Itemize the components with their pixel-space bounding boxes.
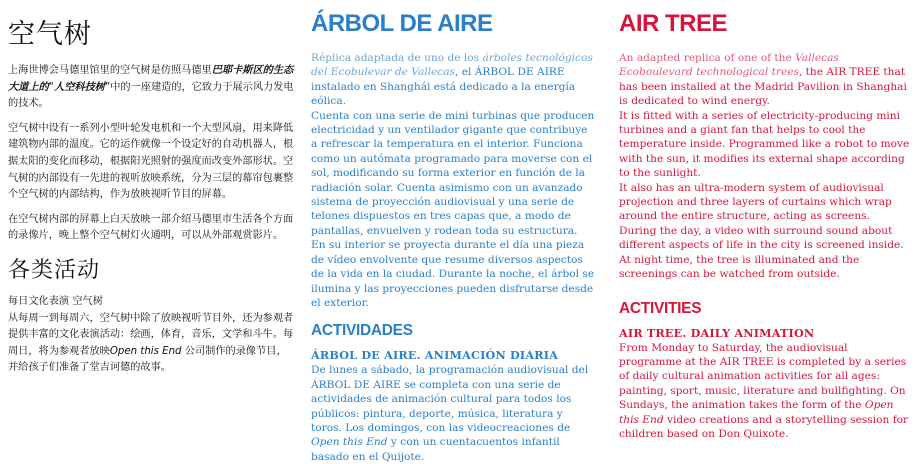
en-paragraph-4: During the day, a video with surround sound about different aspects of life in the city is screened inside. (619, 224, 904, 252)
en-paragraph-3: It also has an ultra-modern system of audiovisual projection and three layers of curtains which wrap around the entire structure, acting as screens. (619, 181, 892, 223)
es-intro (311, 51, 595, 109)
es-paragraph-3: En su interior se proyecta durante el día una pieza de vídeo envolvente que resume diversos aspectos de la vida en la ciudad. Durante la noche, el árbol se ilumina y las proyecciones pueden disfrutarse desde el exterior. (311, 239, 595, 309)
en-paragraph-5: At night time, the tree is illuminated and the screenings can be watched from outside. (619, 253, 860, 281)
zh-paragraph-2: 空气树中设有一系列小型叶轮发电机和一个大型风扇，用来降低建筑物内部的温度。它的运作就像一个设定好的自动机器人，根据太阳的变化而移动，根据阳光照射的强度而改变外部形状。空气树的内部设有一先进的视听放映系统，分为三层的幕帘包裹整个空气树的内部结构，作为放映视听节目的屏幕。 (8, 122, 294, 201)
zh-activity-part-1: 从每周一到每周六，空气树中除了放映视听节目外，还为参观者提供丰富的文化表演活动：绘画，体育，音乐，文学和斗牛。每周日，将为参观者放映 (8, 312, 294, 357)
zh-activities-title: 各类活动 (8, 257, 101, 283)
es-paragraph-2: Cuenta con una serie de mini turbinas que producen electricidad y un ventilador gigante que contribuye a refrescar la temperatura en el interior. Funciona como un autómata programado para moverse con el sol, modificando su forma exterior en función de la radiación solar. Cuenta asimismo con un avanzado sistema de proyección audiovisual y una serie de telones dispuestos en tres capas que, a modo de pantallas, envuelven y rodean toda su estructura. (311, 109, 595, 237)
es-intro-italic: árboles tecnológicos del Ecobulevar de Vallecas (311, 52, 593, 79)
es-activity-part-2: y con un cuentacuentos infantil basado en el Quijote. (311, 436, 560, 463)
en-activity-part-1: From Monday to Saturday, the audiovisual programme at the AIR TREE is completed by a series of daily cultural animation activities for all ages: painting, sport, music, literature and bullfighting. On Sundays, the animation takes the form of the (619, 341, 907, 412)
es-intro-part-1: Réplica adaptada de uno de los (311, 52, 483, 64)
zh-activity-text (8, 311, 294, 377)
en-activity-heading: AIR TREE. DAILY ANIMATION (619, 325, 815, 340)
es-title: ÁRBOL DE AIRE (311, 10, 493, 37)
en-intro-part-2: , the AIR TREE that has been installed at the Madrid Pavilion in Shanghai is dedicated to wind energy. (619, 66, 907, 108)
en-activity-text (619, 341, 913, 442)
zh-intro-part-3: ”中的一座建造的，它致力于展示风力发电的技术。 (8, 81, 294, 110)
chinese-column (0, 0, 300, 460)
en-intro (619, 51, 913, 109)
zh-title: 空气树 (8, 19, 92, 50)
en-intro-part-1: An adapted replica of one of the (619, 52, 796, 64)
es-activities-title: ACTIVIDADES (311, 322, 413, 340)
spanish-column (307, 0, 597, 463)
en-activities-title: ACTIVITIES (619, 299, 702, 317)
zh-activity-italic: Open this End (109, 345, 182, 357)
es-intro-part-2: , el ÁRBOL DE AIRE instalado en Shanghái está dedicado a la energía eólica. (311, 66, 576, 108)
en-activity-part-2: video creations and a storytelling session for children based on Don Quixote. (619, 413, 909, 440)
en-intro-italic: Vallecas Ecoboulevard technological trees (619, 52, 839, 79)
es-activity-text (311, 363, 595, 464)
zh-intro (8, 63, 294, 113)
zh-intro-part-1: 上海世博会马德里馆里的空气树是仿照马德里 (8, 65, 212, 76)
zh-intro-bold: 人空科技树 (54, 81, 105, 93)
zh-activity-heading: 每日文化表演 空气树 (8, 295, 103, 307)
es-activity-italic: Open this End (311, 436, 388, 449)
english-column (615, 0, 915, 460)
zh-intro-italic: 巴耶卡斯区的生态大道上的 (8, 65, 294, 93)
zh-paragraph-3: 在空气树内部的屏幕上白天放映一部介绍马德里市生活各个方面的录像片，晚上整个空气树灯火通明，可以从外部观赏影片。 (8, 213, 294, 242)
zh-intro-part-2: “ (48, 81, 55, 93)
es-activity-heading: ÁRBOL DE AIRE. ANIMACIÓN DIARIA (311, 348, 559, 363)
en-title: AIR TREE (619, 10, 728, 37)
es-activity-part-1: De lunes a sábado, la programación audiovisual del ÁRBOL DE AIRE se completa con una serie de actividades de animación cultural para todos los públicos: pintura, deporte, música, literatura y toros. Los domingos, con las videocreaciones de (311, 364, 589, 434)
en-paragraph-2: It is fitted with a series of electricity-producing mini turbines and a giant fan that helps to cool the temperature inside. Programmed like a robot to move with the sun, it modifies its external shape according to the sunlight. (619, 109, 910, 180)
zh-activity-part-2: 公司制作的录像节目，并给孩子们准备了堂吉诃德的故事。 (8, 345, 287, 374)
en-activity-italic: Open this End (619, 399, 894, 426)
